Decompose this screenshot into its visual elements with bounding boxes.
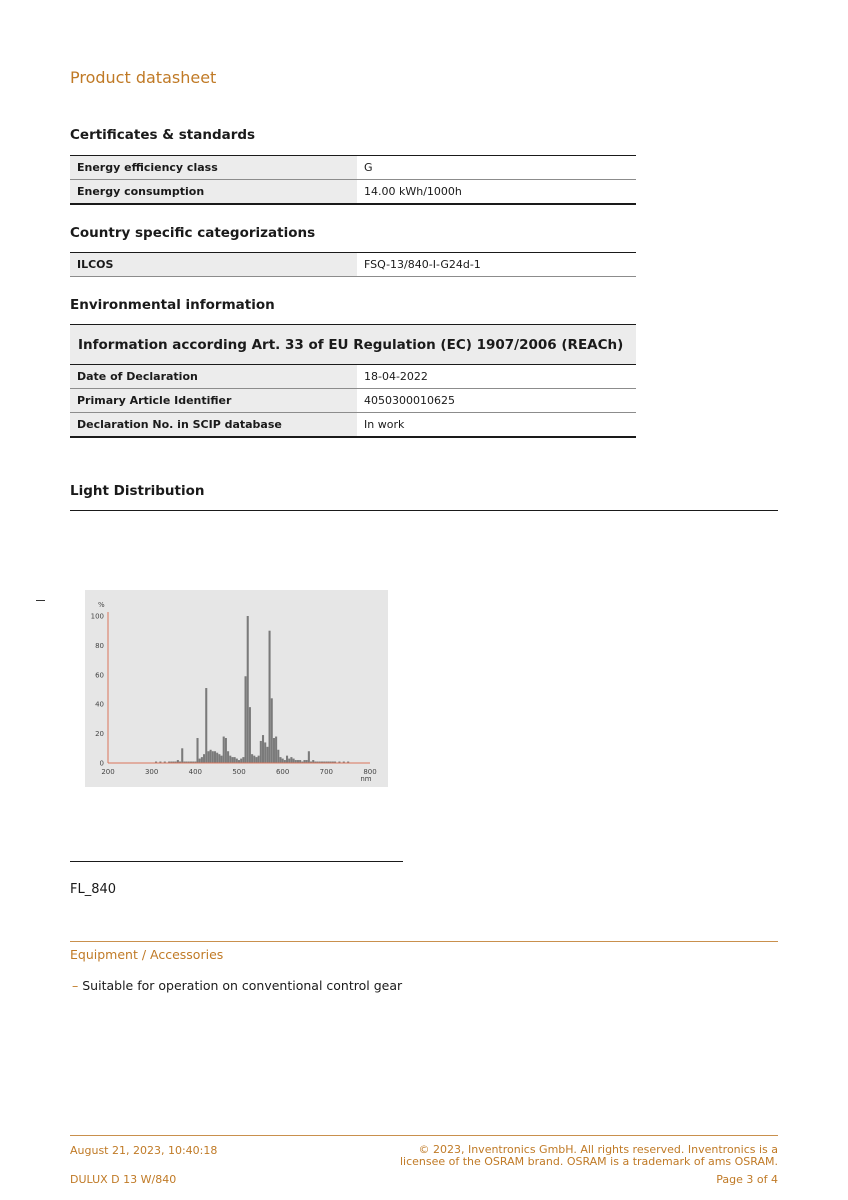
section-title-country: Country specific categorizations bbox=[70, 225, 316, 241]
section-title-environment: Environmental information bbox=[70, 297, 275, 313]
row-key: Energy efficiency class bbox=[70, 156, 357, 180]
spectrum-chart bbox=[85, 590, 388, 787]
row-value: 14.00 kWh/1000h bbox=[357, 180, 636, 205]
spectrum-bar bbox=[229, 756, 231, 763]
spectrum-bar bbox=[196, 738, 198, 763]
spectrum-bar bbox=[236, 759, 238, 763]
x-tick-label: 600 bbox=[275, 768, 290, 776]
spectrum-bar bbox=[266, 747, 268, 763]
y-axis-label: % bbox=[98, 601, 105, 609]
chart-caption: FL_840 bbox=[70, 882, 117, 897]
x-tick-label: 300 bbox=[144, 768, 159, 776]
spectrum-bar bbox=[262, 735, 264, 763]
caption-divider bbox=[70, 861, 403, 862]
section-divider bbox=[70, 510, 778, 511]
spectrum-bar bbox=[308, 751, 310, 763]
row-key: Energy consumption bbox=[70, 180, 357, 205]
country-table bbox=[70, 252, 636, 277]
y-tick-label: 20 bbox=[95, 730, 104, 739]
spectrum-bar bbox=[207, 751, 209, 763]
footer-date: August 21, 2023, 10:40:18 bbox=[70, 1144, 218, 1157]
copyright-line-1: © 2023, Inventronics GmbH. All rights reserved. Inventronics is a bbox=[418, 1143, 778, 1156]
row-value: G bbox=[357, 156, 636, 180]
x-tick-label: 400 bbox=[188, 768, 203, 776]
table-row bbox=[70, 253, 636, 277]
spectrum-bar bbox=[255, 757, 257, 763]
reach-table bbox=[70, 324, 636, 438]
row-key: ILCOS bbox=[70, 253, 357, 277]
spectrum-bar bbox=[212, 751, 214, 763]
spectrum-bar bbox=[258, 756, 260, 763]
certificates-table bbox=[70, 155, 636, 205]
row-value: FSQ-13/840-I-G24d-1 bbox=[357, 253, 636, 277]
table-row bbox=[70, 365, 636, 389]
spectrum-bar bbox=[203, 754, 205, 763]
spectrum-bar bbox=[251, 754, 253, 763]
spectrum-bar bbox=[181, 748, 183, 763]
row-value: 18-04-2022 bbox=[357, 365, 636, 389]
margin-dash bbox=[36, 600, 45, 601]
spectrum-bar bbox=[227, 751, 229, 763]
spectrum-bar bbox=[279, 757, 281, 763]
footer-copyright bbox=[400, 1144, 778, 1168]
spectrum-bar bbox=[269, 631, 271, 763]
spectrum-chart-svg bbox=[85, 590, 388, 787]
x-tick-label: 800 bbox=[363, 768, 377, 776]
spectrum-bar bbox=[223, 737, 225, 763]
table-row bbox=[70, 413, 636, 438]
footer-product: DULUX D 13 W/840 bbox=[70, 1173, 177, 1186]
list-item-text: Suitable for operation on conventional control gear bbox=[82, 978, 403, 993]
y-tick-label: 60 bbox=[95, 671, 104, 680]
spectrum-bar bbox=[275, 737, 277, 763]
x-tick-label: 700 bbox=[319, 768, 334, 776]
spectrum-bar bbox=[273, 738, 275, 763]
row-key: Date of Declaration bbox=[70, 365, 357, 389]
spectrum-bar bbox=[249, 707, 251, 763]
spectrum-bar bbox=[234, 757, 236, 763]
x-tick-label: 500 bbox=[232, 768, 246, 776]
spectrum-bar bbox=[240, 759, 242, 763]
table-row bbox=[70, 156, 636, 180]
page-title: Product datasheet bbox=[70, 68, 217, 87]
copyright-line-2: licensee of the OSRAM brand. OSRAM is a trademark of ams OSRAM. bbox=[399, 1155, 778, 1168]
section-title-light-distribution: Light Distribution bbox=[70, 483, 205, 499]
footer-page-number: Page 3 of 4 bbox=[716, 1173, 778, 1186]
y-tick-label: 80 bbox=[95, 641, 104, 650]
spectrum-bar bbox=[286, 756, 288, 763]
row-value: In work bbox=[357, 413, 636, 438]
x-axis-unit: nm bbox=[360, 775, 372, 783]
spectrum-bar bbox=[214, 751, 216, 763]
table-row bbox=[70, 389, 636, 413]
list-item bbox=[72, 978, 402, 993]
table-heading-row bbox=[70, 325, 636, 365]
bullet-dash-icon: – bbox=[72, 978, 79, 993]
spectrum-bar bbox=[290, 757, 292, 763]
y-tick-label: 40 bbox=[95, 700, 104, 709]
spectrum-bar bbox=[199, 759, 201, 763]
row-value: 4050300010625 bbox=[357, 389, 636, 413]
spectrum-bar bbox=[218, 754, 220, 763]
section-title-certificates: Certificates & standards bbox=[70, 127, 256, 143]
spectrum-bar bbox=[247, 616, 249, 763]
reach-heading: Information according Art. 33 of EU Regulation (EC) 1907/2006 (REACh) bbox=[70, 325, 636, 365]
spectrum-bar bbox=[271, 698, 273, 763]
spectrum-bar bbox=[260, 741, 262, 763]
row-key: Primary Article Identifier bbox=[70, 389, 357, 413]
spectrum-bar bbox=[277, 750, 279, 763]
spectrum-bar bbox=[293, 759, 295, 763]
section-title-equipment: Equipment / Accessories bbox=[70, 947, 224, 962]
row-key: Declaration No. in SCIP database bbox=[70, 413, 357, 438]
table-row bbox=[70, 180, 636, 205]
x-tick-label: 200 bbox=[101, 768, 115, 776]
spectrum-bar bbox=[201, 757, 203, 763]
spectrum-bar bbox=[231, 757, 233, 763]
spectrum-bar bbox=[245, 676, 247, 763]
spectrum-bar bbox=[221, 756, 223, 763]
spectrum-bar bbox=[282, 759, 284, 763]
spectrum-bar bbox=[264, 742, 266, 763]
spectrum-bar bbox=[225, 738, 227, 763]
spectrum-bar bbox=[288, 759, 290, 763]
spectrum-bar bbox=[210, 750, 212, 763]
spectrum-bar bbox=[216, 753, 218, 763]
spectrum-bar bbox=[242, 757, 244, 763]
spectrum-bar bbox=[205, 688, 207, 763]
y-tick-label: 0 bbox=[99, 759, 104, 768]
footer-divider bbox=[70, 1135, 778, 1136]
spectrum-bar bbox=[253, 756, 255, 763]
y-tick-label: 100 bbox=[90, 612, 104, 621]
equipment-divider bbox=[70, 941, 778, 942]
